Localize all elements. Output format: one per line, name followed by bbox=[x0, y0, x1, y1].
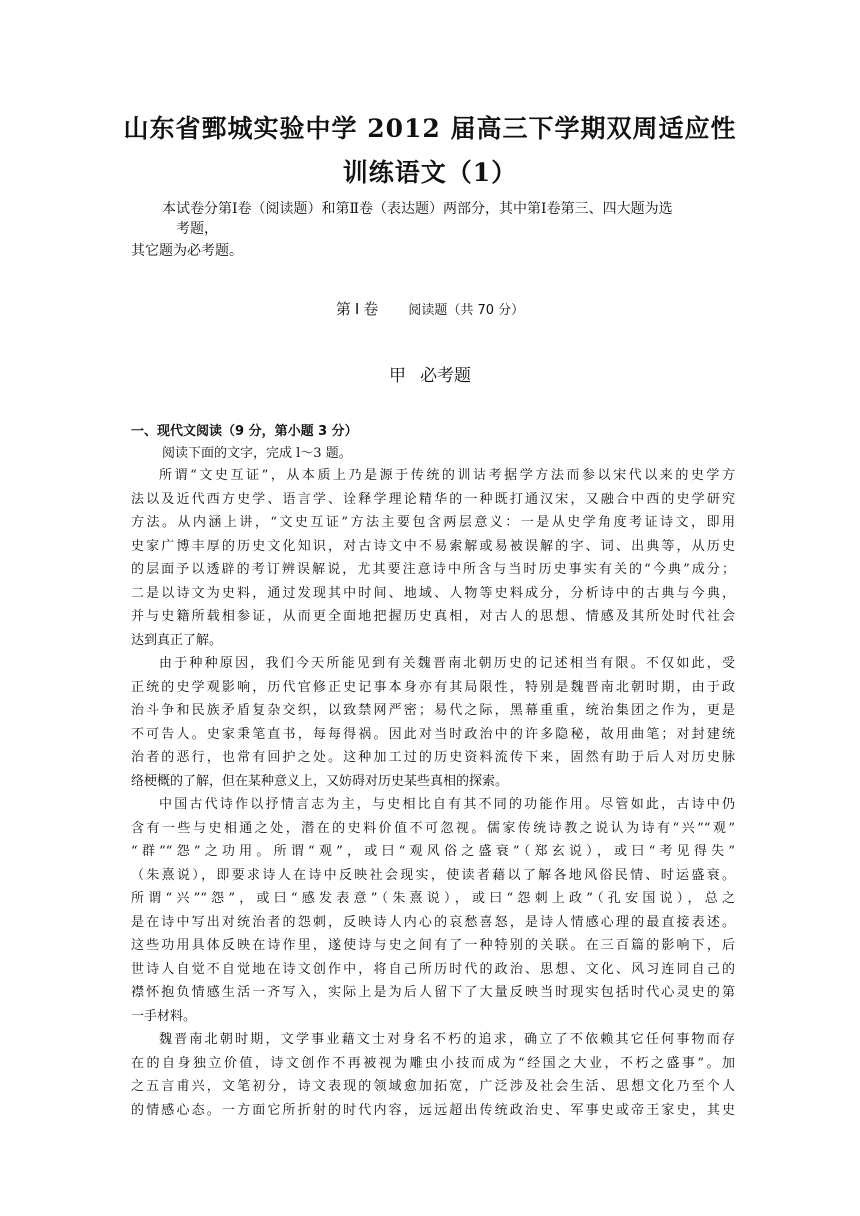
passage-line: 络梗概的了解，但在某种意义上，又妨碍对历史某些真相的探索。 bbox=[131, 773, 509, 789]
passage-line: 的层面予以透辟的考订辨误解说，尤其要注意诗中所含与当时历史事实有关的“今典”成分； bbox=[131, 562, 735, 577]
passage-line: 一手材料。 bbox=[131, 1008, 197, 1024]
question-heading: 一、现代文阅读（9 分，第小题 3 分） bbox=[131, 424, 358, 439]
passage-line: 方法。从内涵上讲，“文史互证”方法主要包含两层意义：一是从史学角度考证诗文，即用 bbox=[131, 515, 735, 530]
reading-passage bbox=[131, 464, 735, 1122]
passage-line: 由于种种原因，我们今天所能见到有关魏晋南北朝历史的记述相当有限。不仅如此，受 bbox=[159, 656, 735, 671]
passage-line: 之五言甫兴，文笔初分，诗文表现的领域愈加拓宽，广泛涉及社会生活、思想文化乃至个人 bbox=[131, 1079, 735, 1094]
passage-line: 所谓“兴”“怨”，或曰“感发表意”（朱熹说），或曰“怨刺上政”（孔安国说），总之 bbox=[131, 891, 735, 906]
passage-line: 在的自身独立价值，诗文创作不再被视为雕虫小技而成为“经国之大业，不朽之盛事”。加 bbox=[131, 1055, 735, 1071]
volume-name: 阅读题（共 70 分） bbox=[408, 303, 525, 318]
passage-line: 正统的史学观影响，历代官修正史记事本身亦有其局限性，特别是魏晋南北朝时期，由于政 bbox=[131, 679, 735, 695]
passage-line: 魏晋南北朝时期，文学事业藉文士对身名不朽的追求，确立了不依赖其它任何事物而存 bbox=[159, 1032, 735, 1047]
passage-line: 达到真正了解。 bbox=[131, 632, 223, 648]
document-title-line-1: 山东省鄄城实验中学 2012 届高三下学期双周适应性 bbox=[123, 114, 737, 143]
section-name: 必考题 bbox=[420, 366, 471, 386]
passage-line: 不可告人。史家秉笔直书，每每得祸。因此对当时政治中的许多隐秘，故用曲笔；对封建统 bbox=[131, 726, 735, 742]
question-instruction: 阅读下面的文字，完成 l～3 题。 bbox=[162, 446, 352, 461]
volume-label: 第Ⅰ卷 bbox=[335, 300, 383, 318]
passage-line: 襟怀抱负情感生活一齐写入，实际上是为后人留下了大量反映当时现实包括时代心灵史的第 bbox=[131, 985, 735, 1000]
intro-line-2: 其它题为必考题。 bbox=[131, 243, 243, 259]
passage-line: 这些功用具体反映在诗作里，遂使诗与史之间有了一种特别的关联。在三百篇的影响下，后 bbox=[131, 938, 735, 953]
passage-line: 世诗人自觉不自觉地在诗文创作中，将自己所历时代的政治、思想、文化、风习连同自己的 bbox=[131, 961, 735, 977]
intro-line-1-wrap: 考题， bbox=[176, 221, 218, 237]
volume-heading bbox=[0, 298, 860, 322]
passage-line: 法以及近代西方史学、语言学、诠释学理论精华的一种既打通汉宋，又融合中西的史学研究 bbox=[131, 491, 735, 507]
passage-line: （朱熹说），即要求诗人在诗中反映社会现实，使读者藉以了解各地风俗民情、时运盛衰。 bbox=[131, 867, 735, 883]
passage-line: 的情感心态。一方面它所折射的时代内容，远远超出传统政治史、军事史或帝王家史，其史 bbox=[131, 1102, 735, 1118]
intro-paragraph bbox=[162, 199, 742, 239]
passage-line: 中国古代诗作以抒情言志为主，与史相比自有其不同的功能作用。尽管如此，古诗中仍 bbox=[159, 797, 735, 812]
passage-line: 治斗争和民族矛盾复杂交织，以致禁网严密；易代之际，黑幕重重，统治集团之作为，更是 bbox=[131, 703, 735, 718]
passage-line: 二是以诗文为史料，通过发现其中时间、地域、人物等史料成分，分析诗中的古典与今典， bbox=[131, 585, 735, 601]
passage-line: 所谓“文史互证”，从本质上乃是源于传统的训诂考据学方法而参以宋代以来的史学方 bbox=[159, 468, 735, 483]
section-label: 甲 bbox=[389, 366, 406, 386]
document-title-line-2: 训练语文（1） bbox=[342, 158, 518, 187]
section-heading bbox=[0, 364, 860, 388]
passage-line: 是在诗中写出对统治者的怨刺，反映诗人内心的哀愁喜怒，是诗人情感心理的最直接表述。 bbox=[131, 914, 735, 930]
passage-line: 并与史籍所载相参证，从而更全面地把握历史真相，对古人的思想、情感及其所处时代社会 bbox=[131, 609, 735, 624]
passage-line: 史家广博丰厚的历史文化知识，对古诗文中不易索解或易被误解的字、词、出典等，从历史 bbox=[131, 538, 735, 554]
passage-line: 含有一些与史相通之处，潜在的史料价值不可忽视。儒家传统诗教之说认为诗有“兴”“观” bbox=[131, 820, 735, 836]
intro-line-1: 本试卷分第Ⅰ卷（阅读题）和第Ⅱ卷（表达题）两部分，其中第Ⅰ卷第三、四大题为选 bbox=[162, 201, 673, 217]
passage-line: 治者的恶行，也常有回护之处。这种加工过的历史资料流传下来，固然有助于后人对历史脉 bbox=[131, 750, 735, 765]
passage-line: “群”“怨”之功用。所谓“观”，或曰“观风俗之盛衰”（郑玄说），或曰“考见得失” bbox=[131, 844, 735, 859]
